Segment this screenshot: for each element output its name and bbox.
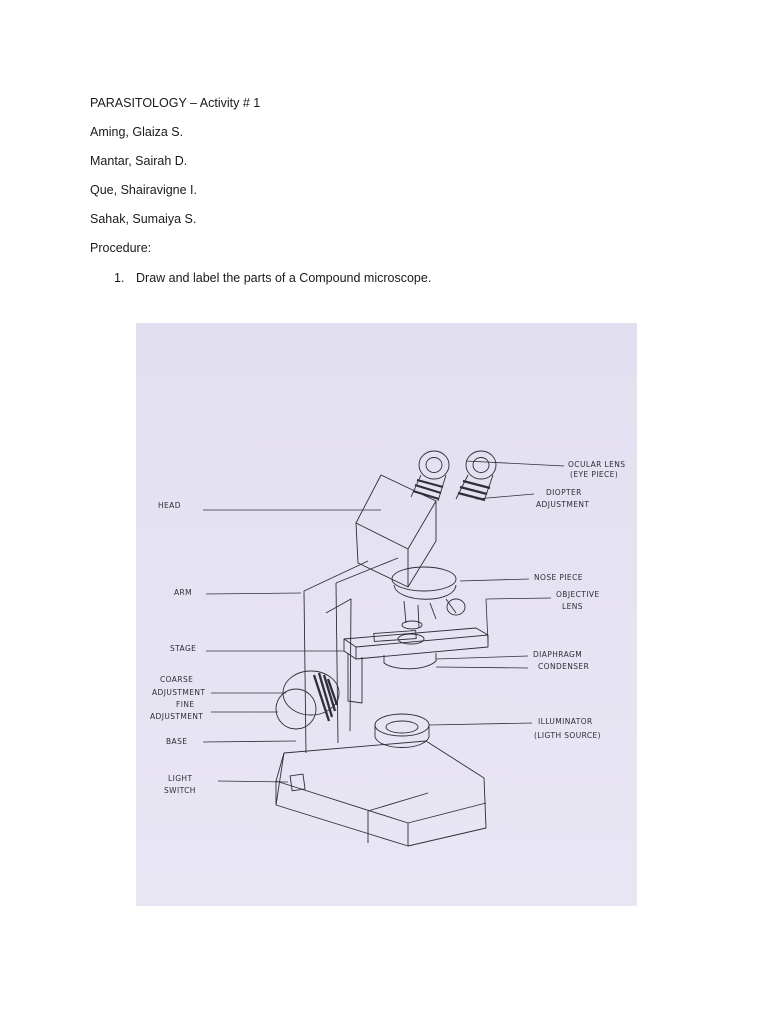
label-head: HEAD: [158, 501, 181, 510]
microscope-drawing-photo: [136, 323, 637, 906]
label-coarse: COARSE: [160, 675, 194, 684]
label-light: LIGHT: [168, 774, 193, 783]
label-objective: OBJECTIVE: [556, 590, 600, 599]
label-nose-piece: NOSE PIECE: [534, 573, 583, 582]
label-base: BASE: [166, 737, 188, 746]
procedure-heading: Procedure:: [90, 241, 152, 255]
step-number: 1.: [114, 271, 125, 285]
label-coarse-sub: ADJUSTMENT: [152, 688, 206, 697]
label-ocular-lens-sub: (EYE PIECE): [570, 470, 619, 479]
label-stage: STAGE: [170, 644, 197, 653]
student-name: Sahak, Sumaiya S.: [90, 212, 197, 226]
label-illuminator: ILLUMINATOR: [538, 717, 593, 726]
label-fine-sub: ADJUSTMENT: [150, 712, 204, 721]
label-ocular-lens: OCULAR LENS: [568, 460, 626, 469]
label-diopter: DIOPTER: [546, 488, 582, 497]
label-arm: ARM: [174, 588, 193, 597]
procedure-step: [114, 270, 431, 286]
label-diaphragm: DIAPHRAGM: [533, 650, 583, 659]
label-fine: FINE: [176, 700, 195, 709]
step-text: Draw and label the parts of a Compound microscope.: [136, 271, 432, 285]
student-name: Que, Shairavigne I.: [90, 183, 198, 197]
document-title: PARASITOLOGY – Activity # 1: [90, 96, 261, 110]
label-diopter-sub: ADJUSTMENT: [536, 500, 590, 509]
student-name: Mantar, Sairah D.: [90, 154, 188, 168]
microscope-sketch: [136, 323, 637, 906]
label-illuminator-sub: (LIGTH SOURCE): [534, 731, 601, 740]
label-condenser: CONDENSER: [538, 662, 590, 671]
label-leader-lines: [203, 461, 564, 782]
label-switch: SWITCH: [164, 786, 196, 795]
student-name: Aming, Glaiza S.: [90, 125, 184, 139]
label-objective-sub: LENS: [562, 602, 583, 611]
